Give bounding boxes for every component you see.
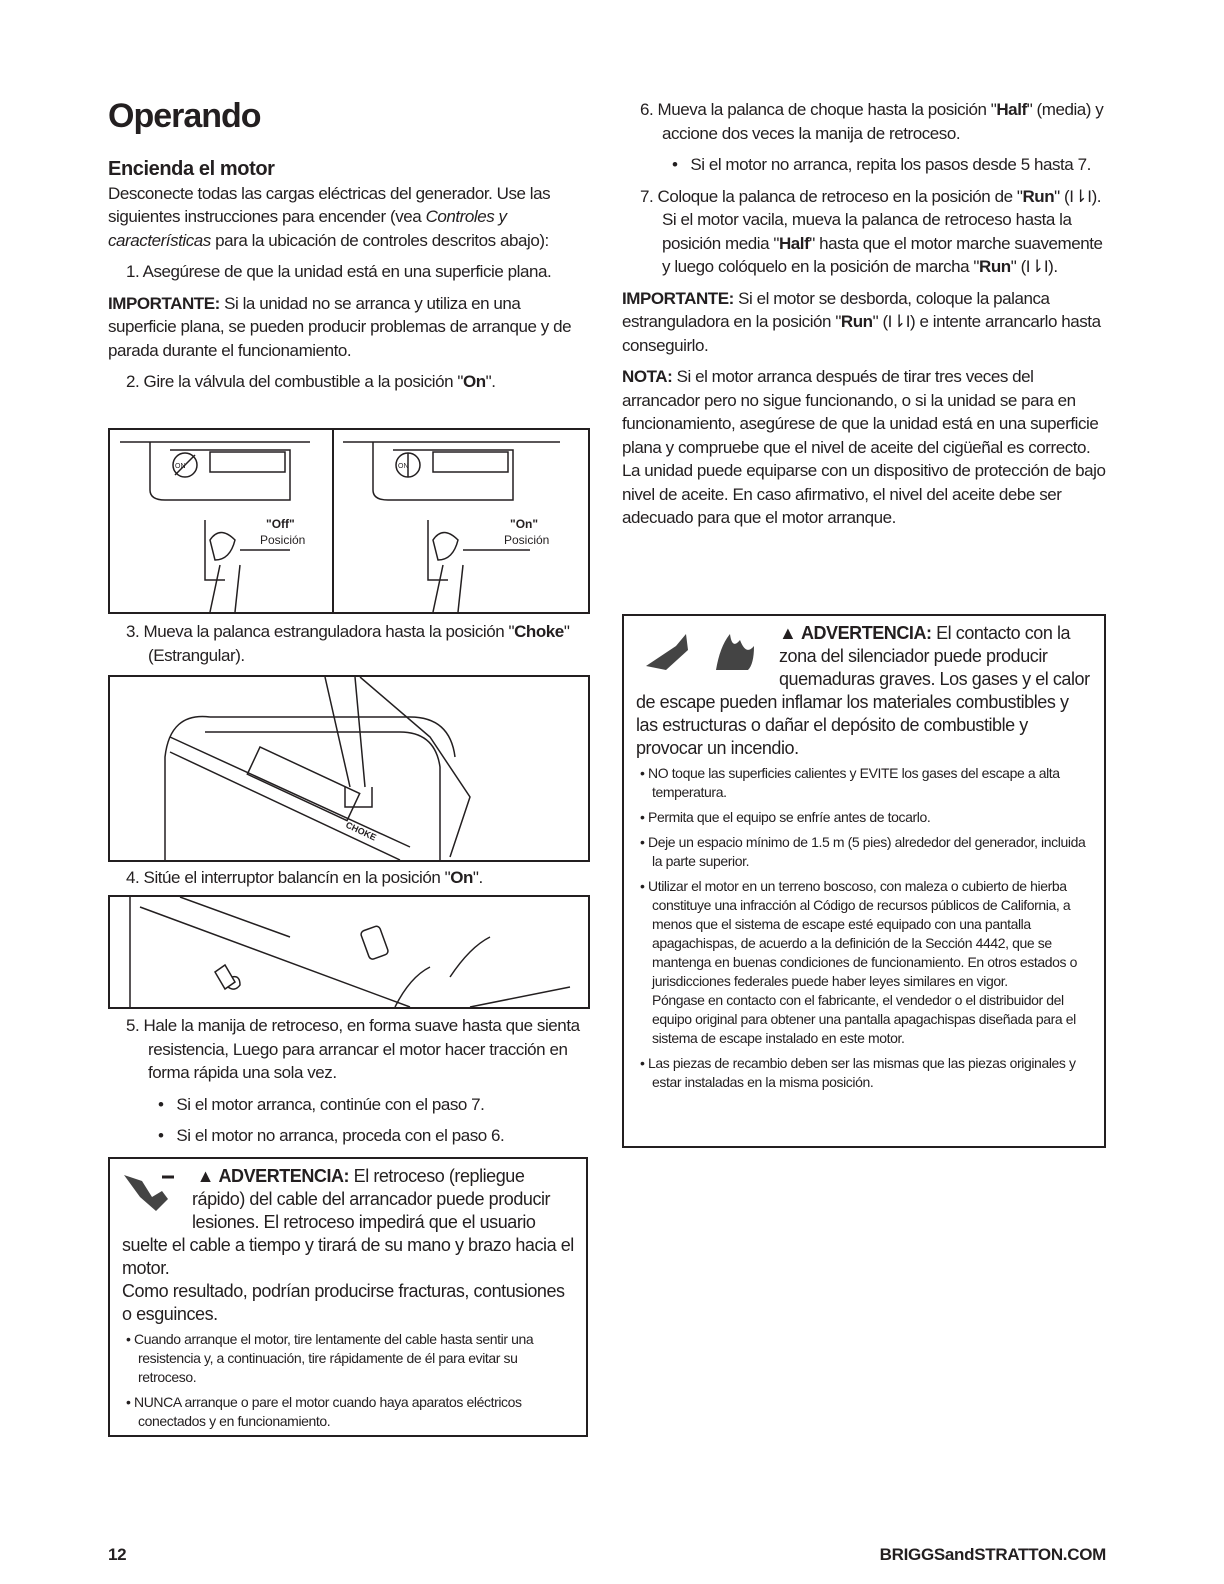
website-footer: BRIGGSandSTRATTON.COM xyxy=(879,1545,1106,1564)
left-column xyxy=(108,96,588,402)
on-position-label: Posición xyxy=(504,533,550,547)
step-6-bullet: • Si el motor no arranca, repita los pasos desde 5 hasta 7. xyxy=(672,155,1091,174)
bullet-text: Permita que el equipo se enfríe antes de tocarlo. xyxy=(648,809,931,825)
step-bold: Run xyxy=(1022,186,1055,206)
note-text: Si el motor arranca después de tirar tres veces del arrancador pero no sigue funcionando, o si la unidad se para en funcionamiento, asegúrese de que la unidad está en una superficie plana y compruebe que el nivel de aceite del cigüeñal es correcto. La unidad puede equiparse con un dispositivo de protección de bajo nivel de aceite. En caso afirmativo, el nivel del aceite debe ser adecuado para que el motor arranque. xyxy=(622,367,1106,527)
warning-bullet: • Deje un espacio mínimo de 1.5 m (5 pies) alrededor del generador, incluida la parte superior. xyxy=(640,834,1086,869)
step-bold: Half xyxy=(778,233,810,253)
right-column xyxy=(622,98,1106,538)
step-5-bullet: • Si el motor no arranca, proceda con el paso 6. xyxy=(158,1126,505,1145)
note-label: NOTA: xyxy=(622,367,673,386)
warning-triangle-icon: ▲ xyxy=(196,1166,214,1186)
note xyxy=(622,365,1106,530)
step-4-block xyxy=(108,866,588,898)
step-bold: On xyxy=(450,868,473,887)
page-title: Operando xyxy=(108,97,261,135)
bullet-extra-text: Póngase en contacto con el fabricante, el vendedor o el distribuidor del equipo original para obtener una pantalla apagachispas diseñada para el sistema de escape instalado en este motor. xyxy=(652,992,1076,1046)
warning-text xyxy=(122,1165,574,1326)
step-5-block xyxy=(108,1014,588,1156)
step-text: " (I⇂I). xyxy=(1010,257,1058,276)
important-text: " (I⇂I) e intente arrancarlo hasta conseguirlo. xyxy=(622,312,1101,355)
warning-list xyxy=(122,1330,574,1431)
important-text: Si el motor se desborda, coloque la palanca estranguladora en la posición " xyxy=(622,288,1050,331)
bullet-text: Las piezas de recambio deben ser las mismas que las piezas originales y estar instaladas en la misma posición. xyxy=(648,1055,1076,1090)
choke-figure xyxy=(108,675,590,862)
step-text: " (I⇂I). Si el motor vacila, mueva la palanca de retroceso hasta la posición media " xyxy=(662,186,1102,253)
muffler-warning-box xyxy=(622,614,1106,1148)
step-bold: On xyxy=(462,372,486,391)
step-after: ". xyxy=(485,372,496,391)
rocker-switch-illustration xyxy=(110,897,588,1007)
warning-label: ADVERTENCIA: xyxy=(800,623,932,643)
important-bold: Run xyxy=(840,312,873,331)
warning-bullet: • Las piezas de recambio deben ser las mismas que las piezas originales y estar instaladas en la misma posición. xyxy=(640,1055,1076,1090)
important-label: IMPORTANTE: xyxy=(622,288,734,308)
step-text: 7. Coloque la palanca de retroceso en la posición de " xyxy=(640,186,1023,206)
rocker-switch-figure xyxy=(108,895,590,1009)
warning-bullet: • NUNCA arranque o pare el motor cuando haya aparatos eléctricos conectados y en funcionamiento. xyxy=(126,1394,522,1429)
step-4 xyxy=(108,866,588,890)
controls-reference: Controles y características xyxy=(108,207,507,250)
warning-bullet: • Cuando arranque el motor, tire lentamente del cable hasta sentir una resistencia y, a continuación, tire rápidamente de él para evitar su retroceso. xyxy=(126,1331,534,1385)
warning-text xyxy=(636,622,1092,760)
page-number: 12 xyxy=(108,1545,127,1564)
step-6 xyxy=(622,98,1106,145)
bullet-text: Si el motor no arranca, repita los pasos desde 5 hasta 7. xyxy=(690,155,1091,174)
step-3-block xyxy=(108,620,588,675)
step-after: " (media) y accione dos veces la manija de retroceso. xyxy=(662,100,1104,143)
bullet-text: Si el motor no arranca, proceda con el paso 6. xyxy=(176,1126,505,1145)
step-7 xyxy=(622,185,1106,279)
warning-body: El retroceso (repliegue rápido) del cable del arrancador puede producir lesiones. El retroceso impedirá que el usuario suelte el cable a tiempo y tirará de su mano y brazo hacia el motor. xyxy=(122,1166,574,1278)
warning-list xyxy=(636,764,1092,1092)
section-heading: Encienda el motor xyxy=(108,158,275,180)
step-text: " hasta que el motor marche suavemente y luego colóquelo en la posición de marcha " xyxy=(662,233,1103,276)
step-bold: Choke xyxy=(514,622,564,641)
bullet-text: Si el motor arranca, continúe con el paso 7. xyxy=(176,1094,485,1114)
step-bold: Half xyxy=(996,100,1027,119)
kickback-hazard-icon xyxy=(122,1167,184,1217)
warning-body: El contacto con la zona del silenciador puede producir quemaduras graves. Los gases y el calor de escape pueden inflamar los materiales combustibles y las estructuras o dañar el depósito de combustible y provocar un incendio. xyxy=(636,623,1090,758)
step-bold: Run xyxy=(979,257,1011,276)
intro-paragraph xyxy=(108,182,588,253)
important-text: Si la unidad no se arranca y utiliza en una superficie plana, se pueden producir problemas de arranque y de parada durante el funcionamiento. xyxy=(108,293,572,360)
choke-lever-illustration xyxy=(110,677,588,860)
important-note-2 xyxy=(622,287,1106,358)
bullet-text: Deje un espacio mínimo de 1.5 m (5 pies) alrededor del generador, incluida la parte superior. xyxy=(648,834,1086,869)
intro-after: para la ubicación de controles descritos abajo): xyxy=(210,230,549,250)
bullet-text: NUNCA arranque o pare el motor cuando haya aparatos eléctricos conectados y en funcionamiento. xyxy=(134,1394,522,1429)
important-note-1 xyxy=(108,292,588,363)
valve-on-mark: ON xyxy=(398,463,409,470)
off-position-label: Posición xyxy=(260,533,306,547)
step-5: 5. Hale la manija de retroceso, en forma suave hasta que sienta resistencia, Luego para arrancar el motor hacer tracción en forma rápida una sola vez. xyxy=(126,1016,580,1082)
warning-bullet: • Utilizar el motor en un terreno boscoso, con maleza o cubierto de hierba constituye una infracción al Código de recursos públicos de California, a menos que el sistema de escape esté equipado con una pantalla apagachispas, de acuerdo a la definición de la Sección 4442, que se mantenga en buenas condiciones de funcionamiento. En otros estados o jurisdicciones federales puede haber leyes similares en vigor. Póngase en contacto con el fabricante, el vendedor o el distribuidor del equipo original para obtener una pantalla apagachispas diseñada para el sistema de escape instalado en este motor. xyxy=(640,878,1077,1046)
bullet-text: NO toque las superficies calientes y EVITE los gases del escape a alta temperatura. xyxy=(648,765,1060,800)
choke-label: CHOKE xyxy=(344,819,378,843)
step-2 xyxy=(108,370,588,394)
step-text: 6. Mueva la palanca de choque hasta la posición " xyxy=(640,100,997,119)
step-after: ". xyxy=(472,868,483,887)
off-label: "Off" xyxy=(266,517,295,531)
on-label: "On" xyxy=(510,517,539,531)
bullet-text: Utilizar el motor en un terreno boscoso, con maleza o cubierto de hierba constituye una infracción al Código de recursos públicos de California, a menos que el sistema de escape esté equipado con una pantalla apagachispas, de acuerdo a la definición de la Sección 4442, que se mantenga en buenas condiciones de funcionamiento. En otros estados o jurisdicciones federales puede haber leyes similares en vigor. xyxy=(648,878,1077,989)
warning-label: ADVERTENCIA: xyxy=(218,1166,350,1186)
step-text: 2. Gire la válvula del combustible a la posición " xyxy=(126,372,463,391)
kickback-warning-box xyxy=(108,1157,588,1437)
burn-fire-hazard-icons xyxy=(636,626,771,678)
fuel-valve-illustration xyxy=(110,430,588,612)
warning-consequence: Como resultado, podrían producirse fracturas, contusiones o esguinces. xyxy=(122,1281,565,1324)
bullet-text: Cuando arranque el motor, tire lentamente del cable hasta sentir una resistencia y, a continuación, tire rápidamente de él para evitar su retroceso. xyxy=(134,1331,534,1385)
warning-triangle-icon: ▲ xyxy=(779,623,797,643)
step-1: 1. Asegúrese de que la unidad está en una superficie plana. xyxy=(126,262,552,281)
step-after: " (Estrangular). xyxy=(148,622,570,665)
step-5-bullet: • Si el motor arranca, continúe con el paso 7. xyxy=(158,1094,485,1114)
step-3 xyxy=(108,620,588,667)
important-label: IMPORTANTE: xyxy=(108,293,220,313)
intro-text: Desconecte todas las cargas eléctricas del generador. Use las siguientes instrucciones para encender (vea xyxy=(108,183,551,226)
warning-bullet: • Permita que el equipo se enfríe antes de tocarlo. xyxy=(640,809,931,825)
valve-on-mark: ON xyxy=(175,463,186,470)
warning-bullet: • NO toque las superficies calientes y EVITE los gases del escape a alta temperatura. xyxy=(640,765,1060,800)
step-text: 4. Sitúe el interruptor balancín en la posición " xyxy=(126,868,451,887)
fuel-valve-figure xyxy=(108,428,590,614)
step-text: 3. Mueva la palanca estranguladora hasta la posición " xyxy=(126,622,515,641)
